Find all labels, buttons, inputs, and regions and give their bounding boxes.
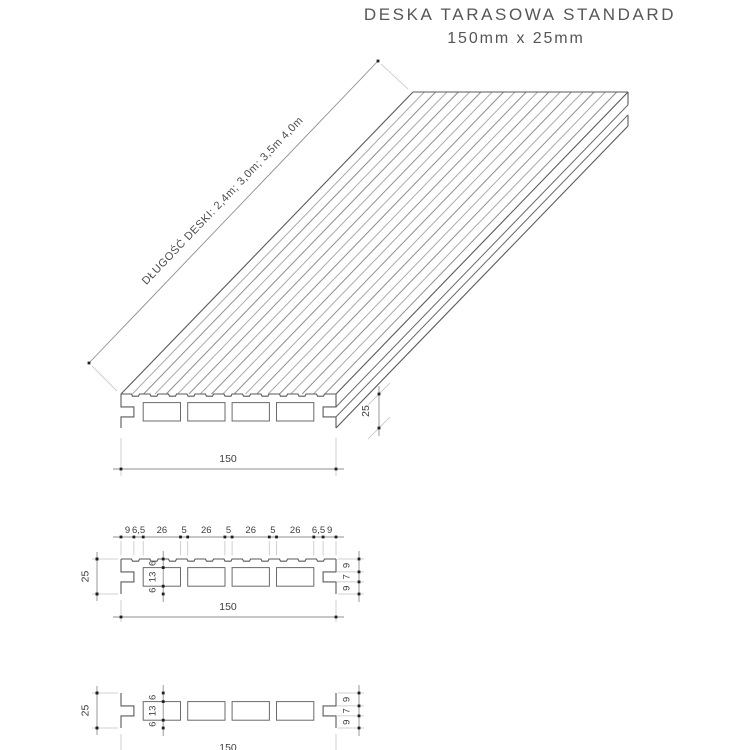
drawing-line [121,0,593,336]
dim-tick [186,536,189,539]
chain-label: 26 [245,525,256,536]
chain-label: 7 [341,574,353,580]
dim-tick [378,427,381,430]
iso-thickness-dimension [360,383,390,439]
chain-label: 9 [341,585,353,591]
dim-tick [377,60,380,63]
chain-label: 9 [341,719,353,725]
drawing-line [121,0,727,336]
dim-tick [358,727,361,730]
section-b-width-dim [121,734,336,750]
iso-thickness-label: 25 [360,405,372,417]
dim-tick [358,593,361,596]
drawing-line [121,0,728,336]
chain-label: 13 [147,705,159,717]
iso-width-dimension [113,438,344,476]
dim-tick [224,536,227,539]
front-face-right-edge-notch [323,394,336,428]
chain-label: 6,5 [131,525,146,536]
chain-label: 6,5 [311,525,326,536]
dim-tick [358,581,361,584]
section-b-web-chain [148,685,164,736]
section-b-thickness-dim [80,686,119,735]
hollow-chamber [232,568,269,587]
dim-tick [162,700,165,703]
dim-tick [96,727,99,730]
chain-label: 26 [156,525,168,536]
dim-tick [358,558,361,561]
width-label: 150 [219,742,237,750]
thickness-label: 25 [79,570,92,583]
title-block [364,5,676,47]
chain-label: 26 [201,525,212,536]
dim-tick [231,536,234,539]
dim-tick [96,558,99,561]
drawing-title: DESKA TARASOWA STANDARD [363,5,677,24]
section-a-right-edge-notch [323,559,336,594]
length-note-label: DŁUGOŚĆ DESKI: 2,4m; 3,0m; 3,5m 4,0m [139,114,306,288]
chain-label: 6 [147,560,159,566]
dim-tick [335,536,338,539]
isometric-view [88,0,628,476]
chain-label: 7 [341,708,353,714]
chain-label: 26 [289,525,301,536]
dim-tick [358,571,361,574]
dim-tick [335,468,338,471]
dim-tick [96,593,99,596]
hollow-chamber [232,702,269,721]
drawing-subtitle: 150mm x 25mm [447,30,585,47]
drawing-line [121,0,594,336]
chain-label: 5 [225,525,232,536]
side-groove-lower-line [336,115,628,417]
length-ext-line-near [92,366,117,391]
dim-tick [120,468,123,471]
drawing-line [121,0,428,336]
length-dimension-line [89,61,378,363]
hollow-chamber [188,702,225,721]
dim-tick [162,727,165,730]
drawing-line [121,0,427,336]
dim-tick [335,616,338,619]
section-a-top-chain [113,525,344,537]
dim-tick [162,566,165,569]
hollow-chamber [277,702,314,721]
hollow-chamber [188,568,225,587]
chain-label: 5 [181,525,187,536]
dim-tick [358,692,361,695]
grooved-edge [121,394,336,396]
cross-section-b [80,0,729,750]
dim-tick [179,536,182,539]
section-b-right-edge-notch [323,693,336,728]
dim-tick [162,593,165,596]
chain-label: 9 [124,525,131,536]
chain-label: 13 [147,571,159,583]
dim-tick [322,536,325,539]
front-face-left-edge-notch [121,394,134,428]
section-a-left-edge-notch [121,559,134,594]
hollow-chamber [277,403,314,421]
dim-tick [88,362,91,365]
dim-tick [312,536,315,539]
hollow-chamber [277,568,314,587]
chain-label: 5 [270,525,276,536]
hollow-chamber [232,403,269,421]
dim-tick [162,585,165,588]
section-b-left-edge-notch [121,693,134,728]
dim-tick [162,692,165,695]
dim-tick [275,536,278,539]
dim-tick [120,616,123,619]
grooved-edge [121,559,336,561]
dim-tick [120,536,123,539]
dim-tick [96,692,99,695]
iso-width-label: 150 [219,453,237,465]
width-label: 150 [219,601,237,613]
thickness-label: 25 [79,704,92,717]
hollow-chamber [188,403,225,421]
section-a-width-dim [113,600,344,622]
chain-label: 9 [326,525,333,536]
top-surface-ridges [132,92,616,394]
dim-tick [142,536,145,539]
dim-tick [133,536,136,539]
dim-tick [162,719,165,722]
length-dimension [88,60,408,391]
chain-label: 6 [147,587,159,593]
chain-label: 6 [147,694,159,700]
dim-tick [358,715,361,718]
chain-label: 9 [341,562,353,569]
chain-label: 9 [341,696,353,703]
dim-tick [268,536,271,539]
front-face [121,394,336,428]
dim-tick [378,393,381,396]
hollow-chamber [143,403,180,421]
chain-label: 6 [147,721,159,727]
section-a-thickness-dim [80,552,119,601]
dim-tick [162,558,165,561]
dim-tick [358,705,361,708]
board-bottom-long-edge [336,126,628,428]
length-ext-line-far [381,64,408,89]
